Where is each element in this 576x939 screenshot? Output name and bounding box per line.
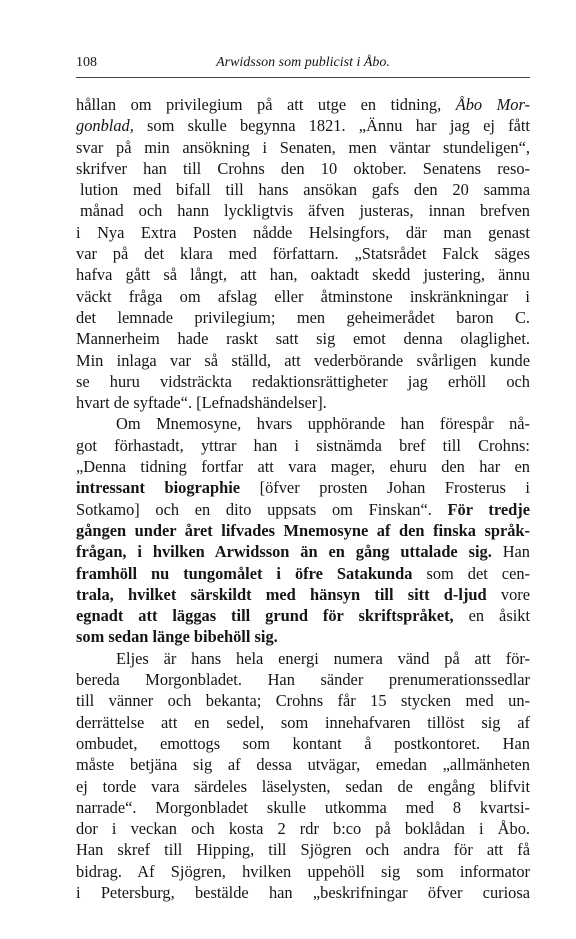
text-line: [76, 563, 530, 584]
text-line: [76, 115, 530, 136]
text-line: [76, 222, 530, 243]
text-line: [76, 179, 530, 200]
text-line: [76, 328, 530, 349]
text-segment: månad och hann lyckligtvis äfven justeras, innan brefven: [80, 201, 530, 221]
text-line: [76, 648, 530, 669]
text-line: [76, 350, 530, 371]
bold-text-segment: gången under året lifvades Mnemosyne af den finska språk-: [76, 520, 530, 540]
text-line: [76, 712, 530, 733]
text-line: [76, 286, 530, 307]
text-segment: narrade“. Morgonbladet skulle utkomma med 8 kvartsi-: [76, 797, 530, 817]
text-segment: got förhastadt, yttrar han i sistnämda bref till Crohns:: [76, 435, 530, 455]
text-segment: hvart de syftade“. [Lefnadshändelser].: [76, 393, 327, 413]
text-segment: i Petersburg, bestälde han „beskrifningar öfver curiosa: [76, 882, 530, 902]
text-segment: skrifver han till Crohns den 10 oktober. Senatens reso-: [76, 158, 530, 178]
text-line: [76, 435, 530, 456]
text-line: [76, 158, 530, 179]
body-text: [76, 94, 530, 903]
header-rule: [76, 77, 530, 78]
text-segment: väckt fråga om afslag eller åtminstone inskränkningar i: [76, 286, 530, 306]
page-header: [76, 53, 530, 75]
text-segment: hafva gått så långt, att han, oaktadt skedd justering, ännu: [76, 265, 530, 285]
text-segment: svar på min ansökning i Senaten, men väntar stundeligen“,: [76, 137, 530, 157]
text-line: [76, 137, 530, 158]
running-title: Arwidsson som publicist i Åbo.: [216, 55, 390, 70]
bold-text-segment: framhöll nu tungomålet i öfre Satakunda: [76, 563, 413, 583]
bold-text-segment: intressant biographie: [76, 478, 241, 498]
page-number: 108: [76, 55, 97, 70]
text-segment: Eljes är hans hela energi numera vänd på att för-: [116, 648, 530, 668]
bold-text-segment: egnadt att läggas till grund för skriftspråket,: [76, 606, 454, 626]
text-segment: ombudet, emottogs som kontant å postkontoret. Han: [76, 733, 530, 753]
text-segment: en åsikt: [453, 606, 530, 626]
italic-text-segment: gonblad,: [76, 116, 134, 136]
text-line: [76, 861, 530, 882]
text-line: [76, 754, 530, 775]
text-line: [76, 371, 530, 392]
text-line: [76, 669, 530, 690]
text-segment: lution med bifall till hans ansökan gafs den 20 samma: [80, 180, 530, 200]
text-segment: derrättelse att en sedel, som innehafvaren tillöst sig af: [76, 712, 530, 732]
text-line: [76, 520, 530, 541]
bold-text-segment: som sedan länge bibehöll sig.: [76, 627, 278, 647]
text-segment: som det cen-: [412, 563, 530, 583]
text-segment: som skulle begynna 1821. „Ännu har jag ej fått: [133, 116, 530, 136]
text-line: [76, 626, 530, 647]
text-line: [76, 456, 530, 477]
text-line: [76, 839, 530, 860]
text-line: [76, 584, 530, 605]
text-segment: till vänner och bekanta; Crohns får 15 stycken med un-: [76, 691, 530, 711]
text-segment: i Nya Extra Posten nådde Helsingfors, där man genast: [76, 222, 530, 242]
text-segment: vore: [486, 584, 530, 604]
text-line: [76, 690, 530, 711]
text-line: [76, 499, 530, 520]
text-line: [76, 818, 530, 839]
text-segment: hållan om privilegium på att utge en tidning,: [76, 95, 456, 114]
text-segment: se huru vidsträckta redaktionsrättigheter jag erhöll och: [76, 371, 530, 391]
text-segment: Om Mnemosyne, hvars upphörande han förespår nå-: [116, 414, 530, 434]
text-line: [76, 200, 530, 221]
italic-text-segment: Åbo Mor-: [455, 95, 530, 114]
bold-text-segment: trala, hvilket särskildt med hänsyn till sitt d-ljud: [76, 584, 487, 604]
text-line: [76, 541, 530, 562]
text-segment: bidrag. Af Sjögren, hvilken uppehöll sig som informator: [76, 861, 530, 881]
text-line: [76, 392, 530, 413]
text-line: [76, 477, 530, 498]
bold-text-segment: För tredje: [447, 499, 530, 519]
text-segment: Mannerheim hade raskt satt sig emot denna olaglighet.: [76, 329, 530, 349]
text-segment: dor i veckan och kosta 2 rdr b:co på boklådan i Åbo.: [76, 819, 530, 839]
text-line: [76, 243, 530, 264]
text-line: [76, 733, 530, 754]
text-line: [76, 94, 530, 115]
text-line: [76, 605, 530, 626]
text-segment: [öfver prosten Johan Frosterus i: [240, 478, 530, 498]
bold-text-segment: frågan, i hvilken Arwidsson än en gång uttalade sig.: [76, 542, 492, 562]
text-line: [76, 797, 530, 818]
text-line: [76, 413, 530, 434]
text-segment: Han skref till Hipping, till Sjögren och andra för att få: [76, 840, 530, 860]
text-segment: Sotkamo] och en dito uppsats om Finskan“.: [76, 499, 448, 519]
text-line: [76, 776, 530, 797]
text-line: [76, 307, 530, 328]
text-line: [76, 264, 530, 285]
text-segment: det lemnade privilegium; men geheimerådet baron C.: [76, 307, 530, 327]
text-segment: Min inlaga var så ställd, att vederbörande svårligen kunde: [76, 350, 530, 370]
text-segment: „Denna tidning fortfar att vara mager, ehuru den har en: [76, 457, 530, 477]
text-segment: bereda Morgonbladet. Han sänder prenumerationssedlar: [76, 670, 530, 690]
text-segment: måste betjäna sig af dessa utvägar, emedan „allmänheten: [76, 755, 530, 775]
text-segment: ej torde vara särdeles läselysten, sedan de engång blifvit: [76, 776, 530, 796]
text-segment: var på det klara med författarn. „Statsrådet Falck säges: [76, 244, 530, 264]
text-segment: Han: [491, 542, 530, 562]
text-line: [76, 882, 530, 903]
